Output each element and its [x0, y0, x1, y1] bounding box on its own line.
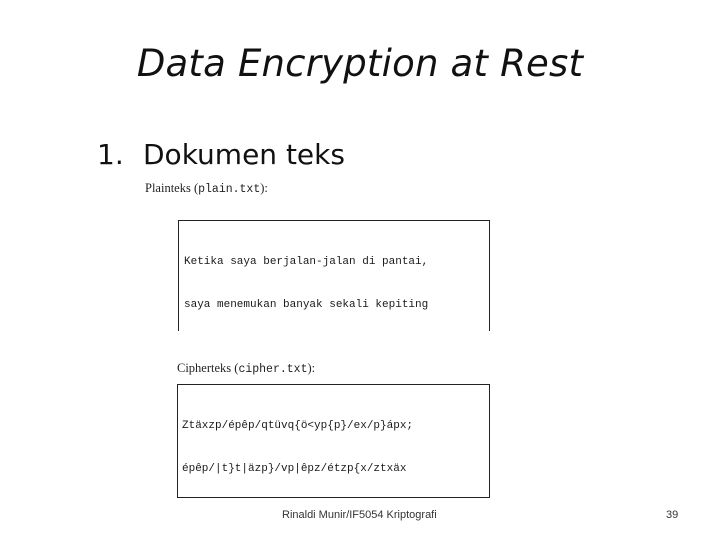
ciphertext-label-prefix: Cipherteks (: [177, 361, 239, 375]
plaintext-line: Ketika saya berjalan-jalan di pantai,: [184, 256, 429, 269]
ciphertext-line: Ztäxzp/épêp/qtüvq{ö<yp{p}/ex/p}ápx;: [182, 420, 414, 433]
ciphertext-filename: cipher.txt: [238, 363, 308, 376]
plaintext-label: [145, 181, 268, 196]
ciphertext-line: épêp/|t}t|äzp}/vp|êpz/étzp{x/ztxäx: [182, 463, 407, 475]
slide-footer: Rinaldi Munir/IF5054 Kriptografi: [282, 509, 437, 521]
plaintext-box: [178, 220, 490, 331]
ciphertext-label-suffix: ):: [307, 361, 316, 375]
plaintext-line: saya menemukan banyak sekali kepiting: [184, 299, 429, 311]
list-number: 1.: [97, 138, 124, 171]
ciphertext-box: [177, 384, 490, 498]
list-item-text: Dokumen teks: [143, 138, 345, 171]
list-item: [97, 138, 345, 171]
page-number: 39: [666, 509, 679, 521]
slide-title: Data Encryption at Rest: [136, 42, 584, 85]
plaintext-label-prefix: Plainteks (: [145, 181, 199, 195]
plaintext-filename: plain.txt: [198, 183, 261, 196]
plaintext-label-suffix: ):: [260, 181, 268, 195]
ciphertext-label: [177, 361, 315, 376]
